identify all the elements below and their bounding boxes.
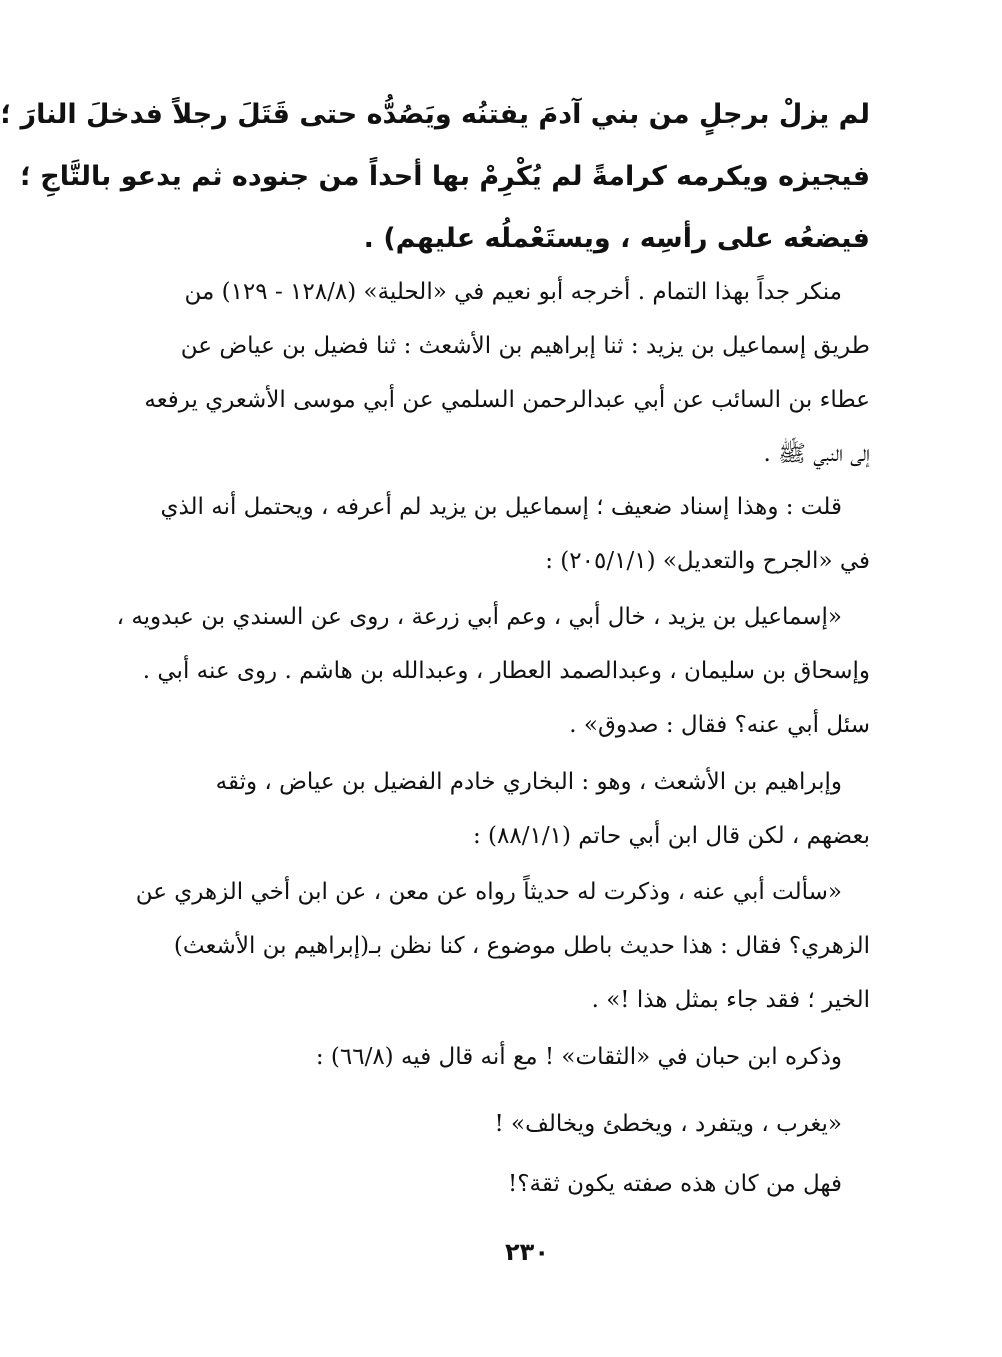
- ibn-hibban-paragraph: [132, 1030, 870, 1084]
- ibn-hibban-quote-line-1: «يغرب ، ويتفرد ، ويخطئ ويخالف» !: [494, 1111, 842, 1137]
- qultu-line-2: في «الجرح والتعديل» (٢٠٥/١/١) :: [545, 548, 870, 574]
- hadith-line-3: فيضعُه على رأسِه ، ويستَعْملُه عليهم) .: [363, 223, 870, 254]
- hadith-text: [0, 84, 870, 270]
- abi-quote: [132, 865, 870, 1027]
- jarh-quote: [116, 590, 870, 752]
- jarh-quote-line-1: «إسماعيل بن يزيد ، خال أبي ، وعم أبي زرعة ، روى عن السندي بن عبدويه ،: [116, 604, 842, 630]
- abi-quote-line-1: «سألت أبي عنه ، وذكرت له حديثاً رواه عن معن ، عن ابن أخي الزهري عن: [135, 879, 842, 905]
- ibrahim-line-1: وإبراهيم بن الأشعث ، وهو : البخاري خادم الفضيل بن عياض ، وثقه: [215, 769, 842, 795]
- ibrahim-line-2: بعضهم ، لكن قال ابن أبي حاتم (٨٨/١/١) :: [472, 823, 870, 849]
- jarh-quote-line-3: سئل أبي عنه؟ فقال : صدوق» .: [569, 712, 870, 738]
- hadith-line-1: لم يزلْ برجلٍ من بني آدمَ يفتنُه ويَصُدُّه حتى قَتَلَ رجلاً فدخلَ النارَ ؛: [0, 99, 870, 130]
- jarh-quote-line-2: وإسحاق بن سليمان ، وعبدالصمد العطار ، وعبدالله بن هاشم . روى عنه أبي .: [142, 658, 870, 684]
- takhrij-line-4: إلى النبي ﷺ .: [763, 441, 870, 467]
- qultu-paragraph: [132, 480, 870, 588]
- ibn-hibban-quote: [132, 1097, 870, 1151]
- abi-quote-line-2: الزهري؟ فقال : هذا حديث باطل موضوع ، كنا نظن بـ(إبراهيم بن الأشعث): [173, 933, 870, 959]
- takhrij-paragraph: [132, 265, 870, 481]
- closing-question: [132, 1157, 870, 1211]
- ibrahim-paragraph: [132, 755, 870, 863]
- takhrij-line-2: طريق إسماعيل بن يزيد : ثنا إبراهيم بن الأشعث : ثنا فضيل بن عياض عن: [180, 333, 870, 359]
- takhrij-line-1: منكر جداً بهذا التمام . أخرجه أبو نعيم في «الحلية» (١٢٨/٨ - ١٢٩) من: [184, 279, 842, 305]
- qultu-line-1: قلت : وهذا إسناد ضعيف ؛ إسماعيل بن يزيد لم أعرفه ، ويحتمل أنه الذي: [160, 494, 842, 520]
- page-number: ٢٣٠: [505, 1238, 549, 1266]
- ibn-hibban-line-1: وذكره ابن حبان في «الثقات» ! مع أنه قال فيه (٦٦/٨) :: [315, 1044, 842, 1070]
- abi-quote-line-3: الخير ؛ فقد جاء بمثل هذا !» .: [591, 987, 870, 1013]
- takhrij-line-3: عطاء بن السائب عن أبي عبدالرحمن السلمي عن أبي موسى الأشعري يرفعه: [144, 387, 870, 413]
- hadith-line-2: فيجيزه ويكرمه كرامةً لم يُكْرِمْ بها أحداً من جنوده ثم يدعو بالتَّاجِ ؛: [20, 161, 870, 192]
- closing-question-line-1: فهل من كان هذه صفته يكون ثقة؟!: [508, 1171, 842, 1197]
